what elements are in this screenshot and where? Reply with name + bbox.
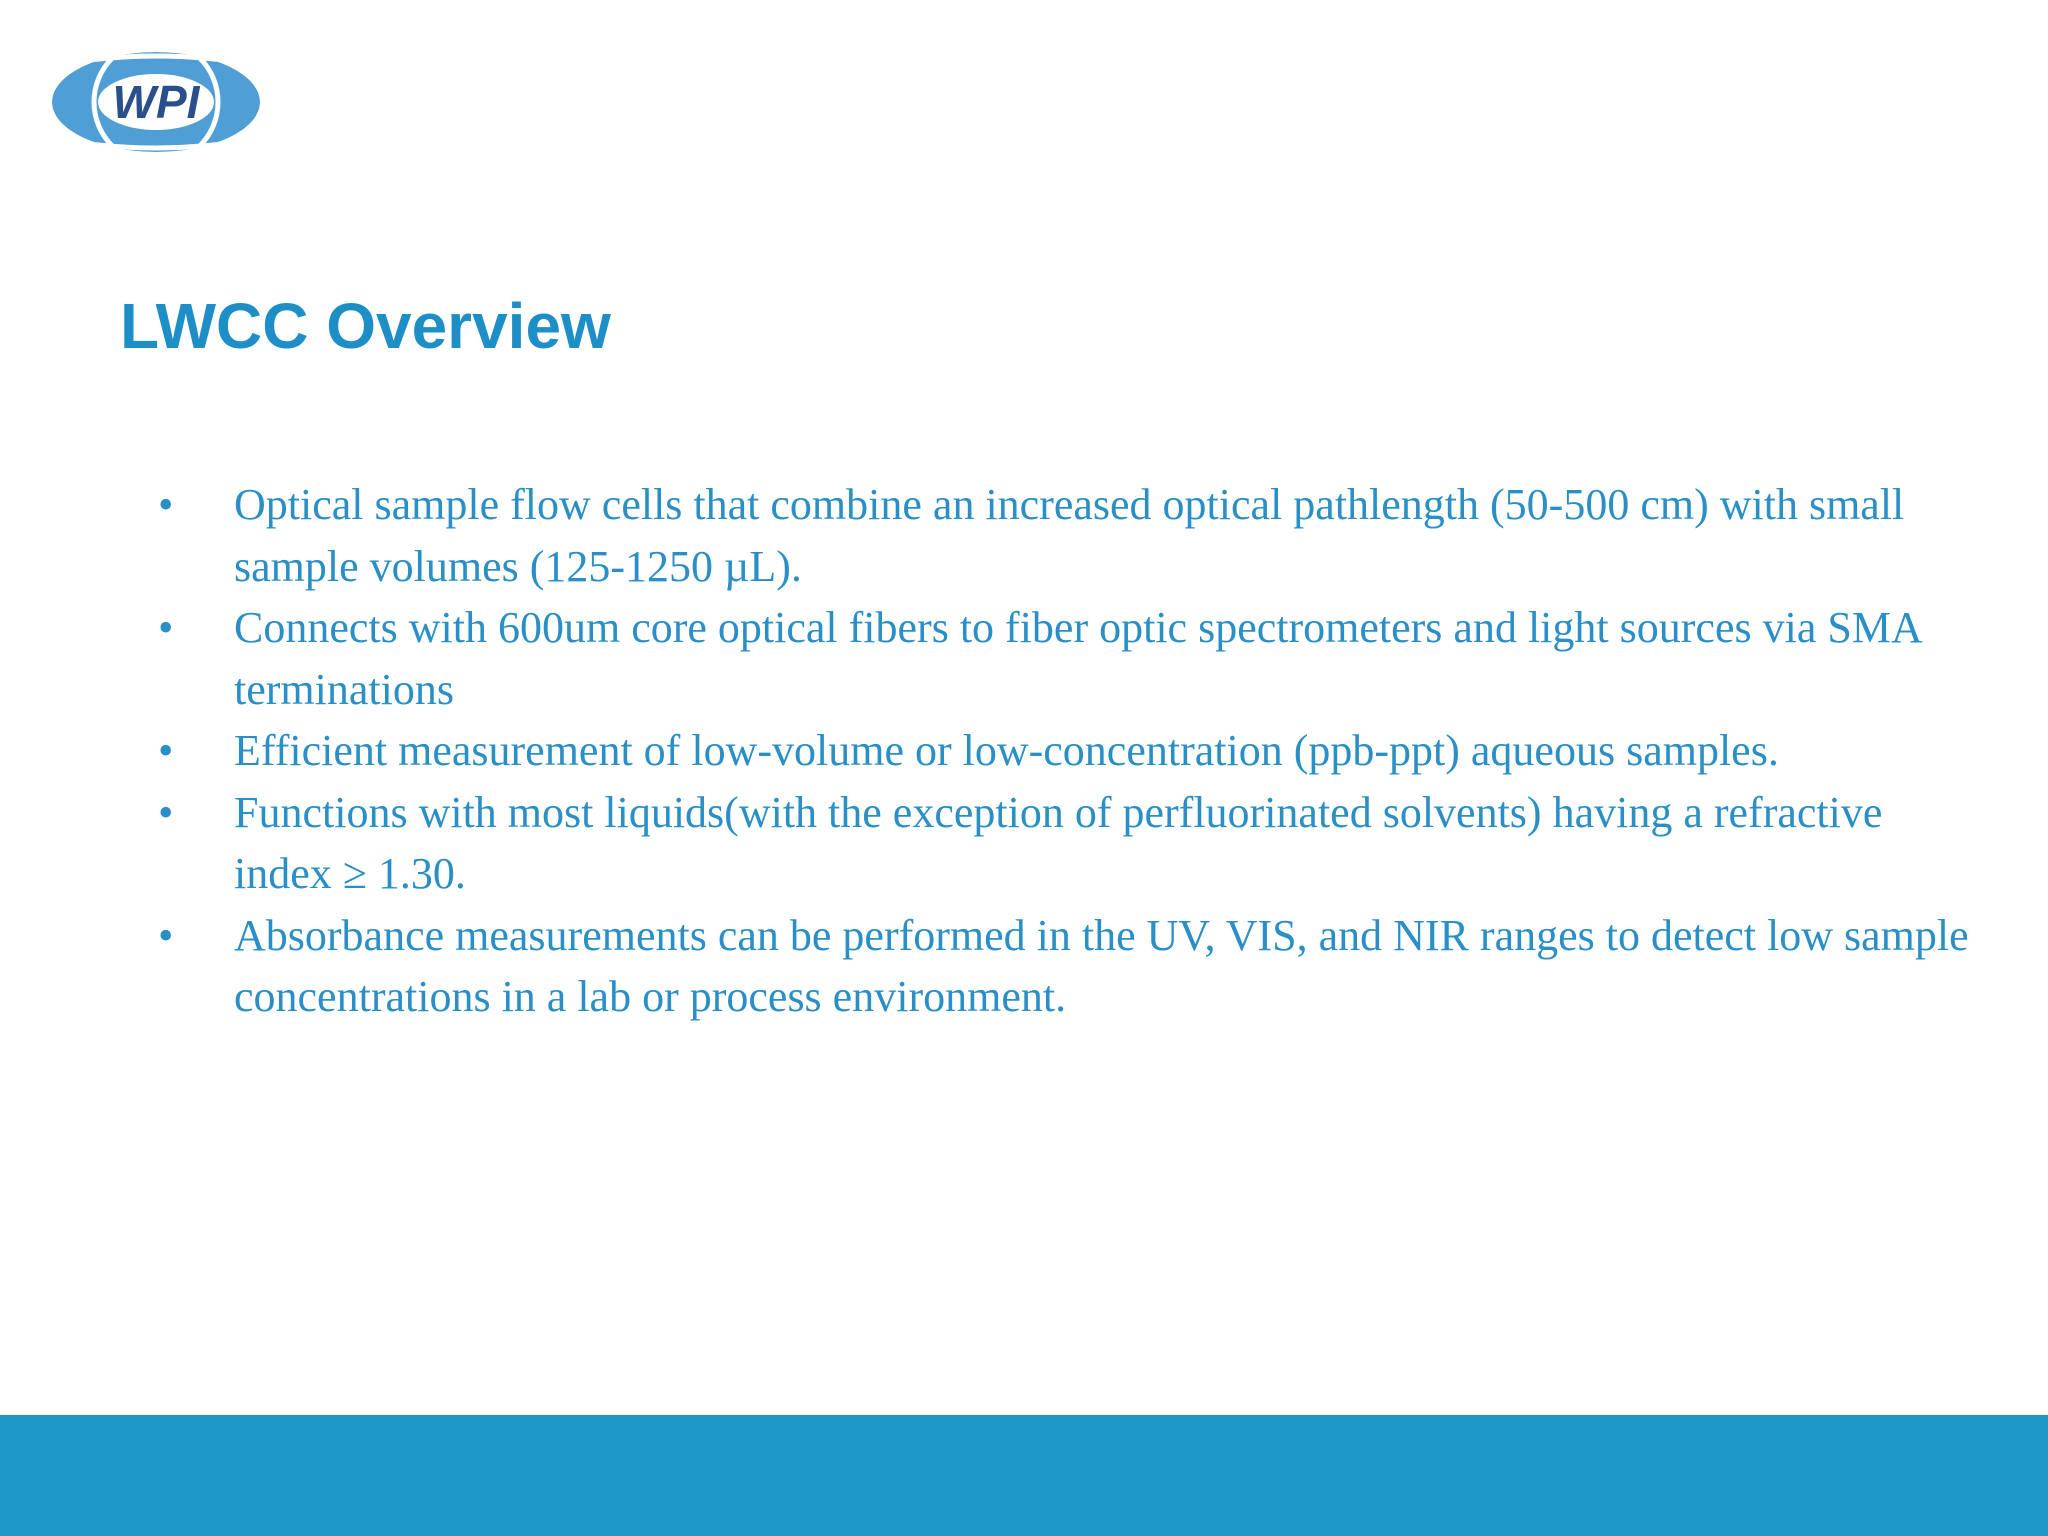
list-item	[150, 720, 1970, 782]
list-item	[150, 905, 1970, 1028]
list-item	[150, 597, 1970, 720]
globe-logo-icon	[50, 50, 262, 154]
bullet-text: Functions with most liquids(with the exception of perfluorinated solvents) having a refractive index ≥ 1.30.	[234, 787, 1883, 898]
bullet-text: Absorbance measurements can be performed in the UV, VIS, and NIR ranges to detect low sample concentrations in a lab or process environment.	[234, 910, 1969, 1021]
logo-text: WPI	[112, 76, 200, 128]
slide-title: LWCC Overview	[120, 290, 611, 362]
list-item	[150, 782, 1970, 905]
list-item	[150, 474, 1970, 597]
wpi-logo	[50, 50, 262, 154]
bullet-symbol: •	[158, 910, 174, 960]
bullet-symbol: •	[158, 480, 174, 529]
bullet-text: Efficient measurement of low-volume or low-concentration (ppb-ppt) aqueous samples.	[234, 726, 1779, 775]
footer-bar	[0, 1415, 2048, 1536]
bullet-list	[150, 474, 1970, 1028]
bullet-text: Connects with 600um core optical fibers to fiber optic spectrometers and light sources via SMA terminations	[234, 603, 1921, 714]
bullet-symbol: •	[158, 787, 174, 837]
bullet-symbol: •	[158, 603, 174, 652]
bullet-text: Optical sample flow cells that combine an increased optical pathlength (50-500 cm) with small sample volumes (125-1250 µL).	[234, 480, 1905, 591]
bullet-symbol: •	[158, 726, 174, 775]
